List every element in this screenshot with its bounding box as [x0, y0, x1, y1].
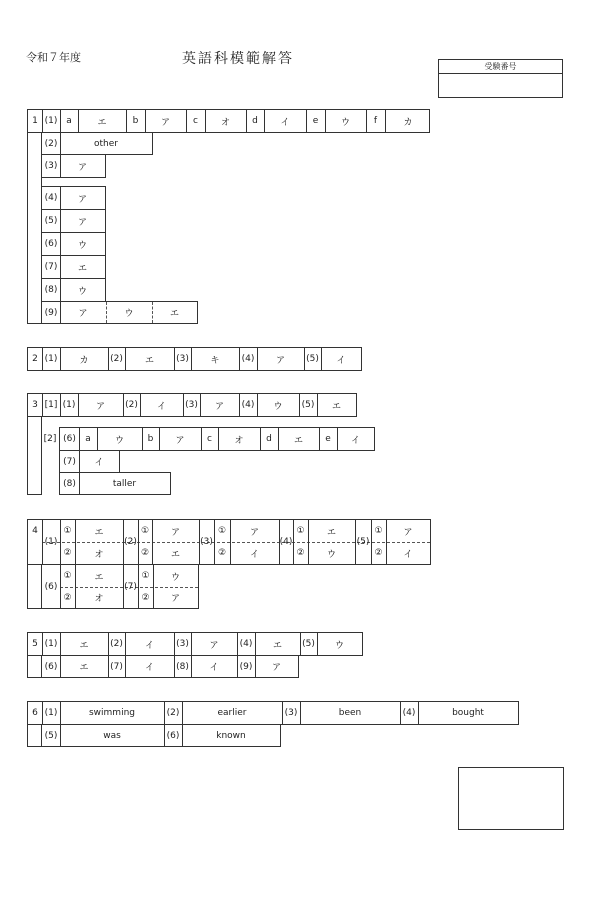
q3-6-key-d: d [266, 434, 272, 444]
q3-3-answer: ア [214, 401, 224, 412]
q5-2-label: (2) [110, 639, 123, 649]
q4-2-label: (2) [124, 537, 137, 547]
q4-4-answer-2: ウ [326, 549, 336, 560]
q1-4-row [41, 186, 106, 210]
q4-5-answer-1: ア [403, 527, 413, 538]
q3-6-answer-b: ア [175, 435, 185, 446]
q4-4-label: (4) [279, 537, 293, 547]
q6-5-label: (5) [44, 730, 58, 741]
q6-4-answer: bought [452, 708, 484, 718]
q4-2-answer-1: ア [170, 527, 180, 538]
q6-3-answer: been [338, 708, 362, 718]
q4-6-circle-2: ② [63, 592, 72, 603]
q4-3-label: (3) [200, 537, 213, 547]
q4-4-circle-2: ② [296, 548, 305, 558]
q1-1-key-c: c [193, 116, 198, 126]
q2-4-answer: ア [275, 355, 285, 366]
q2-4-label: (4) [241, 354, 255, 364]
q4-7-circle-1: ① [141, 571, 150, 581]
q2-3-answer: キ [210, 355, 220, 366]
q1-1-answer-c: オ [220, 117, 230, 128]
q5-9-answer: ア [271, 663, 281, 673]
q1-4-answer: ア [77, 194, 87, 205]
q1-2-answer: other [94, 138, 118, 149]
q4-7-circle-2: ② [141, 592, 150, 603]
q1-1-key-a: a [66, 116, 72, 126]
q2-1-answer: カ [79, 355, 89, 366]
q6-6-label: (6) [166, 730, 180, 741]
q6-1-answer: swimming [88, 708, 135, 718]
q5-8-label: (8) [176, 661, 189, 672]
q1-1-answer-e: ウ [340, 117, 350, 128]
q1-9-answer-3: エ [169, 309, 179, 319]
q1-3-row [41, 154, 106, 178]
q3-part1-label: [1] [44, 400, 58, 410]
q4-1-answer-1: エ [94, 527, 104, 538]
q2-1-label: (1) [44, 354, 58, 364]
q1-8-row [41, 278, 106, 302]
q2-2-answer: エ [144, 355, 154, 366]
q1-5-label: (5) [44, 216, 58, 226]
q5-4-label: (4) [239, 639, 253, 649]
q3-6-row [59, 427, 375, 451]
q6-row2 [41, 724, 281, 747]
q3-1-label: (1) [62, 400, 76, 410]
q5-row1 [27, 632, 363, 656]
q3-number: 3 [32, 400, 38, 410]
q5-5-answer: ウ [334, 640, 344, 651]
q4-number: 4 [32, 526, 38, 536]
q6-4-label: (4) [402, 708, 416, 718]
q5-3-label: (3) [176, 639, 189, 649]
q6-1-label: (1) [44, 708, 58, 718]
q3-6-key-c: c [207, 434, 212, 444]
q3-part1-row [27, 393, 357, 417]
q6-number: 6 [32, 708, 38, 718]
q3-6-key-b: b [147, 434, 154, 444]
q5-row2 [41, 655, 299, 678]
q1-3-label: (3) [44, 161, 58, 171]
q4-5-answer-2: イ [403, 549, 413, 560]
score-box [458, 767, 564, 830]
q6-row1 [27, 701, 519, 725]
q3-5-answer: エ [331, 401, 341, 412]
q4-1-label: (1) [44, 537, 58, 547]
q1-1-answer-b: ア [160, 117, 170, 128]
q1-7-label: (7) [44, 262, 58, 272]
q3-7-answer: イ [94, 458, 104, 468]
q4-5-circle-1: ① [374, 526, 383, 536]
era-label: 令和７年度 [26, 51, 81, 64]
q3-part2-label: [2] [43, 433, 57, 444]
q4-5-circle-2: ② [374, 548, 383, 558]
q4-4-answer-1: エ [326, 527, 336, 538]
page-title: 英語科模範解答 [182, 51, 294, 67]
q5-1-label: (1) [44, 639, 58, 649]
q4-row1 [27, 519, 431, 565]
q1-7-row [41, 255, 106, 279]
q1-1-key-d: d [252, 116, 258, 126]
q5-7-label: (7) [110, 661, 123, 672]
q6-2-answer: earlier [217, 708, 247, 718]
q3-4-answer: ウ [273, 401, 283, 412]
q3-6-answer-d: エ [293, 435, 303, 446]
q5-6-answer: エ [79, 663, 89, 673]
q3-8-answer: taller [112, 478, 137, 489]
q2-3-label: (3) [176, 354, 189, 364]
q1-1-answer-d: イ [280, 117, 290, 128]
q3-3-label: (3) [185, 400, 198, 410]
q5-8-answer: イ [209, 663, 219, 673]
q6-5-answer: was [103, 730, 121, 741]
q6-3-label: (3) [284, 708, 298, 718]
q1-1-answer-f: カ [403, 117, 413, 128]
q1-number: 1 [32, 116, 38, 126]
q4-6-answer-1: エ [94, 572, 104, 583]
q2-row [27, 347, 362, 371]
q2-2-label: (2) [110, 354, 123, 364]
q3-5-label: (5) [301, 400, 315, 410]
q1-7-answer: エ [77, 263, 87, 274]
q5-9-label: (9) [239, 661, 253, 672]
q5-1-answer: エ [79, 640, 89, 651]
q1-9-answer-2: ウ [124, 309, 134, 319]
q3-4-label: (4) [241, 400, 255, 410]
q3-6-answer-a: ウ [114, 435, 124, 446]
q5-2-answer: イ [144, 640, 154, 651]
q1-1-key-b: b [132, 116, 139, 126]
q1-8-label: (8) [44, 285, 58, 295]
q3-8-row [59, 472, 171, 495]
q4-5-label: (5) [356, 537, 370, 547]
q1-5-row [41, 209, 106, 233]
q4-row2 [41, 564, 199, 609]
q4-1-circle-2: ② [63, 548, 72, 558]
q3-6-answer-c: オ [234, 435, 244, 446]
q4-3-circle-2: ② [217, 548, 227, 558]
q4-4-circle-1: ① [296, 526, 305, 536]
q3-6-label: (6) [63, 434, 76, 444]
q4-7-answer-1: ウ [170, 572, 180, 583]
q6-6-answer: known [216, 730, 246, 741]
q2-5-label: (5) [306, 354, 319, 364]
q4-1-answer-2: オ [94, 549, 104, 560]
q1-3-answer: ア [77, 162, 87, 173]
q3-7-label: (7) [63, 456, 76, 467]
q4-2-answer-2: エ [170, 549, 180, 560]
q1-8-answer: ウ [77, 286, 87, 297]
q4-6-answer-2: オ [94, 594, 104, 604]
q6-2-label: (2) [166, 708, 180, 718]
q1-9-label: (9) [44, 307, 58, 318]
exam-number-label: 受験番号 [484, 62, 517, 71]
q4-6-circle-1: ① [63, 571, 72, 581]
q5-7-answer: イ [144, 663, 154, 673]
q3-1-answer: ア [95, 401, 105, 412]
q4-1-circle-1: ① [63, 526, 72, 536]
q3-6-key-e: e [325, 434, 331, 444]
q4-7-label: (7) [124, 581, 137, 592]
q1-6-row [41, 232, 106, 256]
q3-6-answer-e: イ [350, 435, 360, 446]
q1-2-label: (2) [44, 138, 58, 149]
q5-3-answer: ア [209, 640, 219, 651]
q4-3-answer-1: ア [249, 527, 259, 538]
q4-7-answer-2: ア [170, 594, 180, 604]
q5-4-answer: エ [272, 640, 282, 651]
q1-1-key-e: e [312, 116, 319, 126]
q3-2-label: (2) [125, 400, 138, 410]
q5-6-label: (6) [44, 661, 58, 672]
q1-1-label: (1) [44, 116, 58, 126]
q4-2-circle-1: ① [140, 526, 150, 536]
q3-7-row [59, 450, 120, 473]
exam-number-box [438, 59, 563, 98]
q4-6-label: (6) [44, 581, 58, 592]
q3-2-answer: イ [156, 401, 166, 412]
q1-1-answer-a: エ [97, 117, 107, 128]
q1-9-row [41, 301, 198, 324]
q4-3-circle-1: ① [217, 526, 227, 536]
q1-9-answer-1: ア [78, 309, 88, 319]
q5-5-label: (5) [302, 639, 315, 649]
q1-6-label: (6) [44, 239, 58, 249]
q1-1-key-f: f [373, 116, 378, 126]
q1-5-answer: ア [77, 217, 87, 228]
q2-5-answer: イ [336, 355, 346, 366]
q1-4-label: (4) [44, 193, 58, 203]
q3-8-label: (8) [63, 478, 76, 489]
q1-6-answer: ウ [77, 240, 87, 251]
q1-2-row [41, 132, 153, 155]
q1-row1 [27, 109, 430, 133]
q3-6-key-a: a [85, 434, 91, 444]
q4-2-circle-2: ② [140, 548, 150, 558]
q4-3-answer-2: イ [249, 549, 259, 560]
q5-number: 5 [32, 639, 38, 649]
q2-number: 2 [32, 354, 38, 364]
